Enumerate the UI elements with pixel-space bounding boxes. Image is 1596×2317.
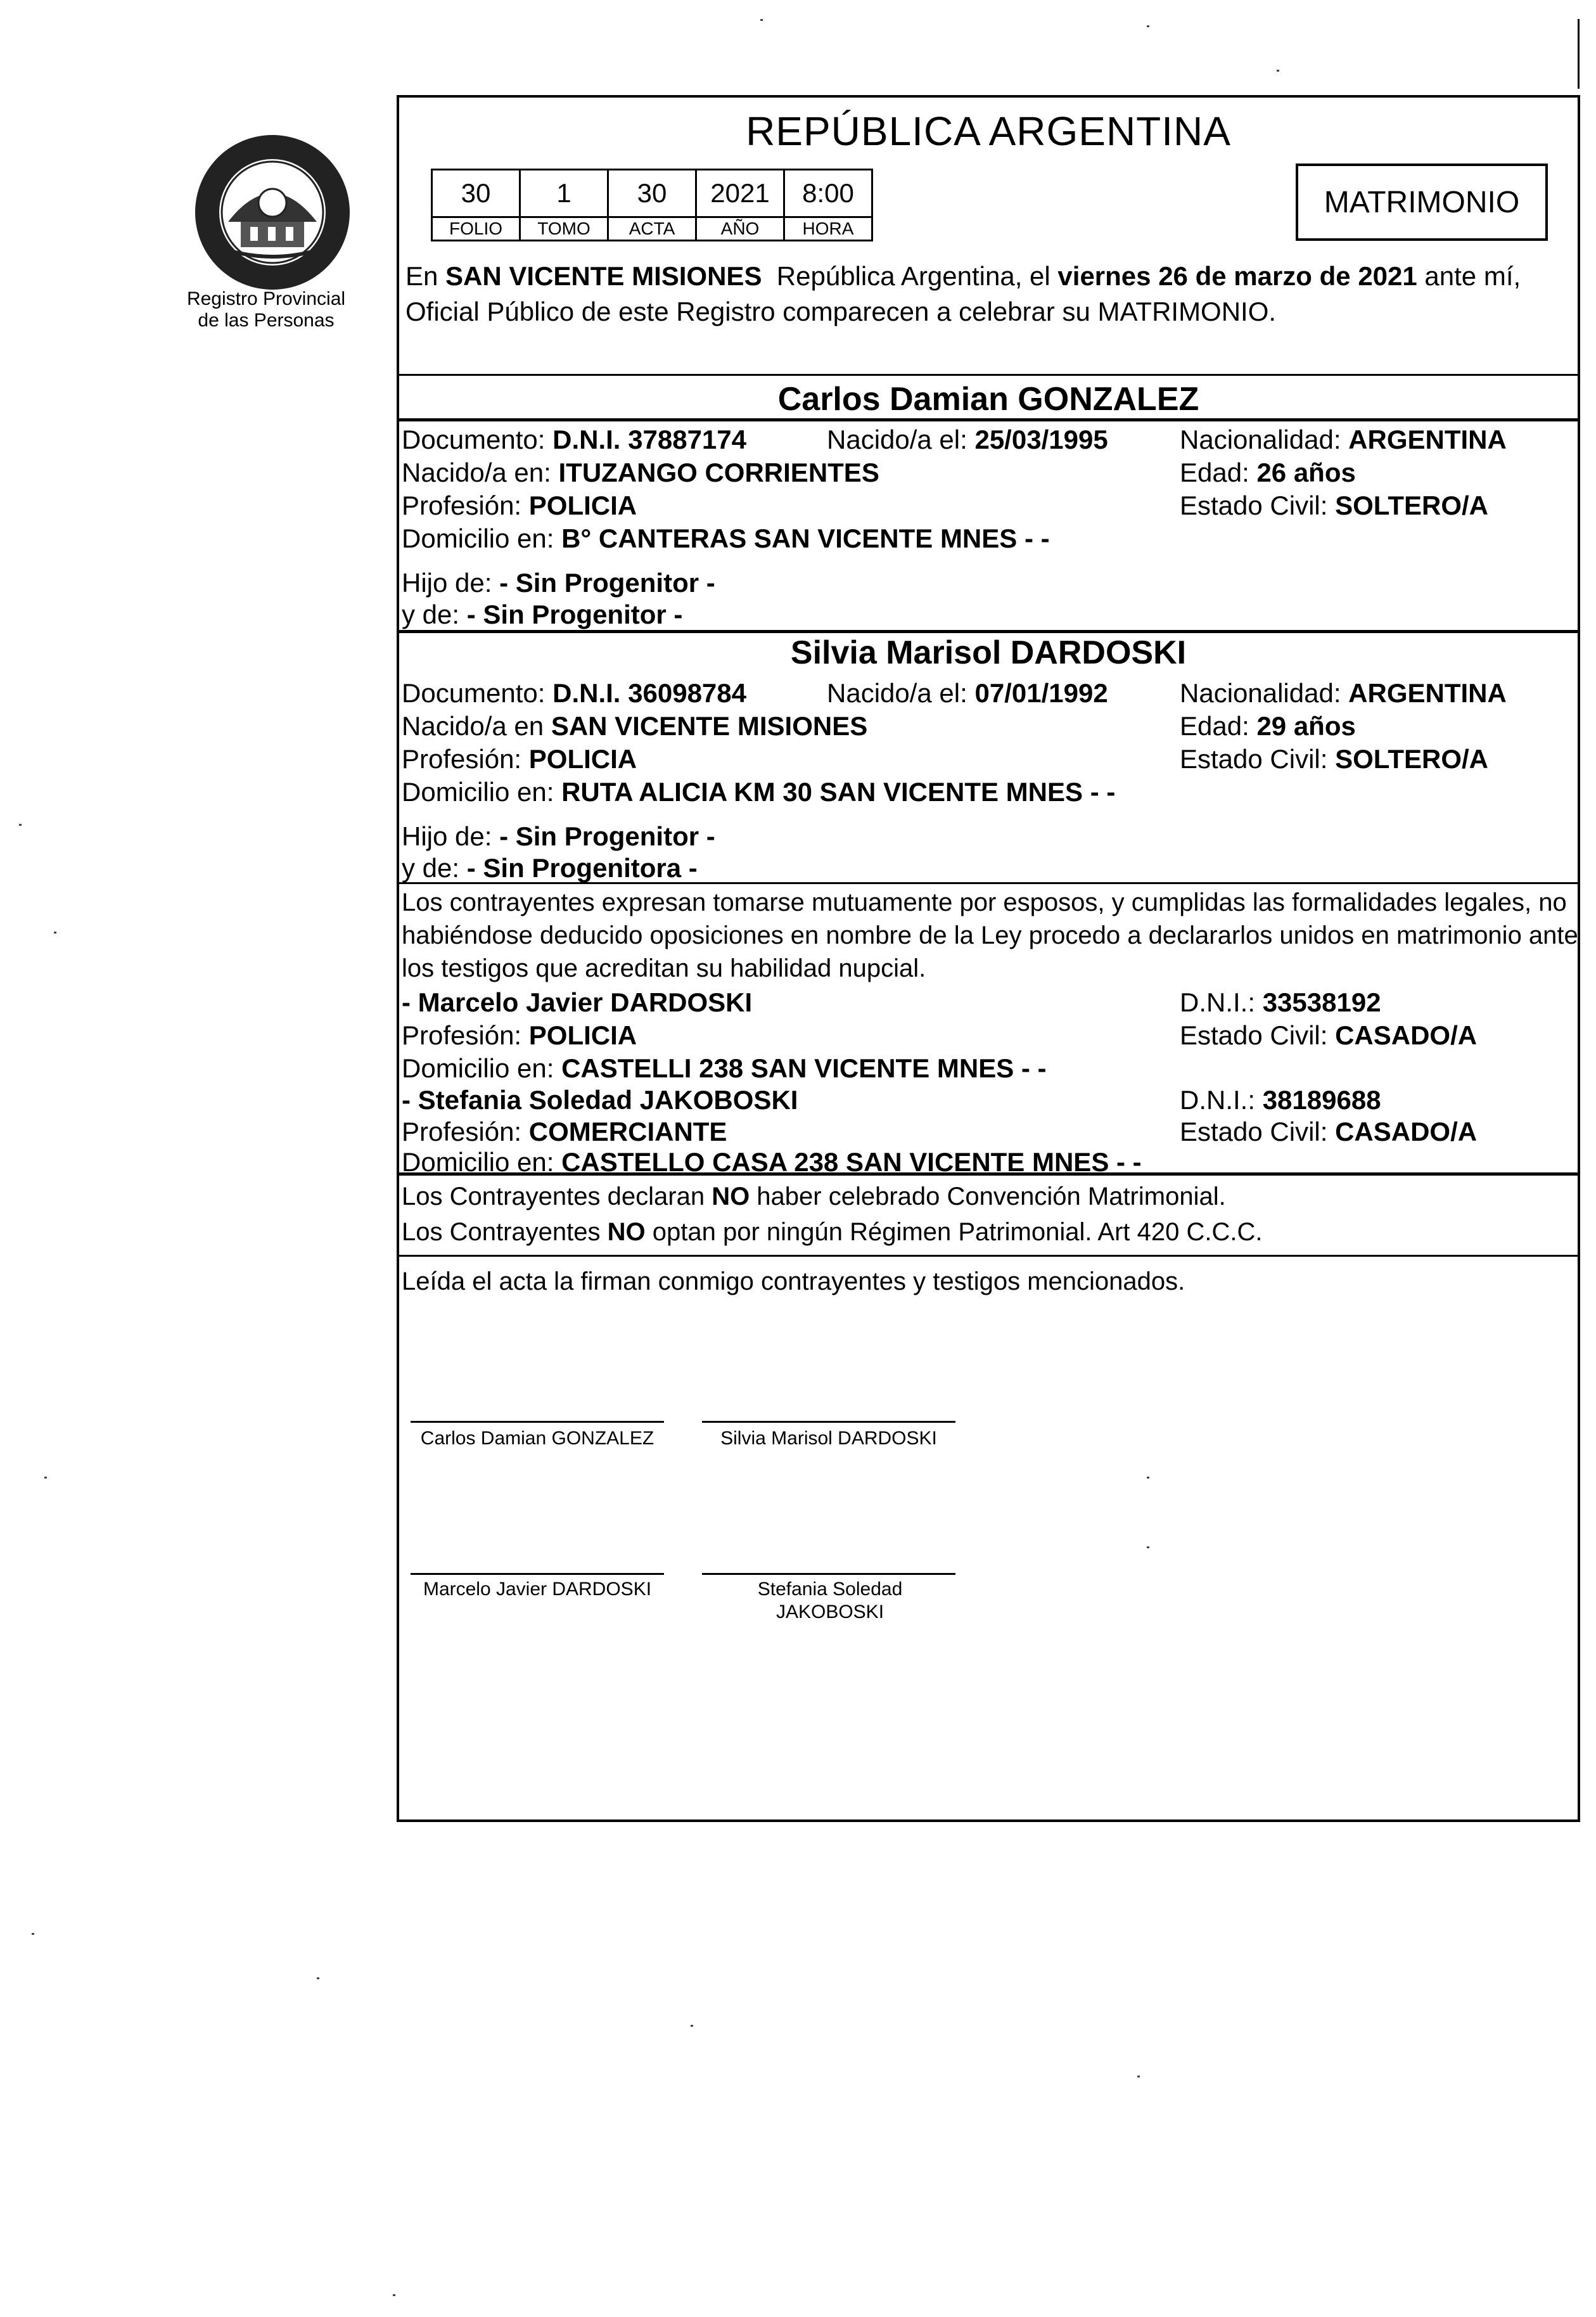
hora-value: 8:00: [784, 170, 872, 217]
value: POLICIA: [528, 491, 637, 520]
label: Documento:: [402, 425, 553, 454]
spouse1-father: [402, 567, 715, 600]
value: - Sin Progenitor -: [466, 600, 683, 629]
ano-value: 2021: [696, 170, 784, 217]
scan-speck: [1277, 70, 1279, 72]
spouse1-doc: [402, 423, 746, 456]
signature-name-2: Silvia Marisol DARDOSKI: [720, 1428, 937, 1449]
value: CASTELLO CASA 238 SAN VICENTE MNES - -: [561, 1147, 1142, 1177]
hora-label: HORA: [784, 217, 872, 241]
label: Profesión:: [402, 744, 529, 774]
spouse1-age: [1180, 456, 1356, 489]
acta-value: 30: [608, 170, 696, 217]
label: Domicilio en:: [402, 1053, 562, 1083]
text: haber celebrado Convención Matrimonial.: [750, 1183, 1226, 1210]
label: D.N.I.:: [1180, 987, 1263, 1017]
tomo-label: TOMO: [520, 217, 608, 241]
text: Los Contrayentes declaran: [402, 1183, 712, 1210]
intro-text-c: ante mí,: [1417, 261, 1521, 291]
label: Edad:: [1180, 711, 1257, 741]
spouse1-born-in: [402, 456, 879, 489]
value: CASADO/A: [1335, 1020, 1478, 1050]
witness2-name: - Stefania Soledad JAKOBOSKI: [402, 1085, 798, 1115]
value: ARGENTINA: [1348, 678, 1507, 708]
declaration-line-1: Los contrayentes expresan tomarse mutuamente por esposos, y cumplidas las formalidades legales, no: [402, 889, 1567, 916]
spouse2-born-on: [827, 677, 1108, 710]
scan-speck: [1147, 1477, 1149, 1479]
value: COMERCIANTE: [528, 1117, 727, 1146]
value: SAN VICENTE MISIONES: [551, 711, 868, 741]
registry-caption-2: de las Personas: [198, 310, 335, 331]
value: RUTA ALICIA KM 30 SAN VICENTE MNES - -: [561, 777, 1116, 807]
ano-label: AÑO: [696, 217, 784, 241]
label: Domicilio en:: [402, 523, 562, 553]
spouse2-mother: [402, 852, 698, 885]
scan-speck: [32, 1933, 34, 1935]
spouse2-civil-status: [1180, 743, 1488, 776]
witness1-address: [402, 1052, 1047, 1085]
scan-speck: [393, 2294, 395, 2296]
spouse2-nationality: [1180, 677, 1507, 710]
label: Nacido/a el:: [827, 425, 975, 454]
label: Hijo de:: [402, 568, 500, 598]
witness2-profession: [402, 1115, 727, 1148]
label: D.N.I.:: [1180, 1085, 1263, 1115]
scan-speck: [54, 932, 56, 934]
spouse1-address: [402, 522, 1050, 555]
value: SOLTERO/A: [1335, 744, 1488, 774]
signature-line-3: [411, 1573, 664, 1575]
value: ARGENTINA: [1348, 425, 1507, 454]
scan-speck: [691, 2025, 693, 2027]
witness1-civil-status: [1180, 1019, 1477, 1052]
value: 38189688: [1262, 1085, 1381, 1115]
spouse2-age: [1180, 710, 1356, 743]
value: - Sin Progenitora -: [466, 853, 698, 883]
rule-6: [397, 1255, 1580, 1257]
declaration-line-3: los testigos que acreditan su habilidad nupcial.: [402, 954, 926, 982]
value: 33538192: [1262, 987, 1381, 1017]
folio-value: 30: [432, 170, 520, 217]
intro-text-a: En: [405, 261, 446, 291]
intro-text-b: República Argentina, el: [762, 261, 1058, 291]
label: Estado Civil:: [1180, 491, 1336, 520]
intro-line-1: [405, 260, 1521, 293]
scan-speck: [1137, 2076, 1140, 2077]
text: optan por ningún Régimen Patrimonial. Art 420 C.C.C.: [645, 1218, 1263, 1246]
label: Profesión:: [402, 1020, 529, 1050]
spouse2-address: [402, 776, 1115, 809]
value: CASADO/A: [1335, 1117, 1478, 1146]
spouse1-name: Carlos Damian GONZALEZ: [777, 381, 1199, 418]
spouse2-born-in: [402, 710, 867, 743]
spouse2-doc: [402, 677, 746, 710]
scan-speck: [760, 19, 763, 21]
spouse2-name: Silvia Marisol DARDOSKI: [790, 634, 1187, 671]
closing-statement: Leída el acta la firman conmigo contrayentes y testigos mencionados.: [402, 1268, 1185, 1295]
value: ITUZANGO CORRIENTES: [558, 458, 879, 487]
label: Documento:: [402, 678, 553, 708]
signature-line-2: [702, 1421, 955, 1423]
folio-label: FOLIO: [432, 217, 520, 241]
text: Los Contrayentes: [402, 1218, 608, 1246]
value: 26 años: [1256, 458, 1356, 487]
witness2-civil-status: [1180, 1115, 1477, 1148]
signature-line-1: [411, 1421, 664, 1423]
signature-name-4: Stefania Soledad JAKOBOSKI: [757, 1579, 903, 1622]
value: POLICIA: [528, 1020, 637, 1050]
witness1-profession: [402, 1019, 637, 1052]
label: Domicilio en:: [402, 777, 562, 807]
intro-place: SAN VICENTE MISIONES: [445, 261, 762, 291]
label: Nacido/a el:: [827, 678, 975, 708]
scan-speck: [44, 1477, 47, 1479]
label: Estado Civil:: [1180, 1020, 1336, 1050]
witness2-dni: [1180, 1084, 1381, 1117]
spouse1-civil-status: [1180, 489, 1488, 522]
scan-edge-mark: [1578, 19, 1580, 89]
emphasis: NO: [712, 1183, 750, 1210]
scan-speck: [1147, 1546, 1149, 1548]
acta-label: ACTA: [608, 217, 696, 241]
province-seal: [190, 127, 355, 298]
scan-speck: [317, 1977, 319, 1979]
signature-name-3: Marcelo Javier DARDOSKI: [423, 1579, 652, 1600]
label: y de:: [402, 600, 467, 629]
label: Nacionalidad:: [1180, 678, 1349, 708]
convention-line-2: [402, 1216, 1263, 1248]
spouse1-mother: [402, 598, 682, 631]
value: 29 años: [1256, 711, 1356, 741]
record-type-box: MATRIMONIO: [1296, 164, 1548, 241]
value: D.N.I. 36098784: [552, 678, 746, 708]
signature-name-1: Carlos Damian GONZALEZ: [420, 1428, 654, 1449]
declaration-line-2: habiéndose deducido oposiciones en nombre de la Ley procedo a declararlos unidos en matrimonio ante: [402, 921, 1578, 949]
spouse1-profession: [402, 489, 637, 522]
record-index-table: [431, 169, 873, 241]
label: Profesión:: [402, 491, 529, 520]
spouse1-nationality: [1180, 423, 1507, 456]
label: Estado Civil:: [1180, 744, 1336, 774]
emphasis: NO: [607, 1218, 646, 1246]
value: 07/01/1992: [974, 678, 1108, 708]
witness2-address: [402, 1146, 1142, 1179]
spouse2-profession: [402, 743, 637, 776]
scan-speck: [19, 824, 22, 826]
registry-caption-1: Registro Provincial: [186, 288, 346, 309]
label: Edad:: [1180, 458, 1257, 487]
label: Nacido/a en: [402, 711, 551, 741]
country-title: REPÚBLICA ARGENTINA: [746, 108, 1231, 154]
convention-line-1: [402, 1180, 1226, 1213]
value: SOLTERO/A: [1335, 491, 1488, 520]
value: CASTELLI 238 SAN VICENTE MNES - -: [561, 1053, 1047, 1083]
scan-speck: [1147, 25, 1149, 27]
spouse2-father: [402, 820, 715, 853]
tomo-value: 1: [520, 170, 608, 217]
value: 25/03/1995: [974, 425, 1108, 454]
value: POLICIA: [528, 744, 637, 774]
rule-1: [397, 374, 1580, 376]
value: B° CANTERAS SAN VICENTE MNES - -: [561, 523, 1050, 553]
witness1-name: - Marcelo Javier DARDOSKI: [402, 987, 753, 1017]
signature-line-4: [702, 1573, 955, 1575]
value: - Sin Progenitor -: [499, 821, 715, 851]
spouse1-born-on: [827, 423, 1108, 456]
intro-date: viernes 26 de marzo de 2021: [1057, 261, 1417, 291]
label: Hijo de:: [402, 821, 500, 851]
value: - Sin Progenitor -: [499, 568, 715, 598]
label: y de:: [402, 853, 467, 883]
witness1-dni: [1180, 986, 1381, 1019]
label: Domicilio en:: [402, 1147, 562, 1177]
label: Estado Civil:: [1180, 1117, 1336, 1146]
label: Profesión:: [402, 1117, 529, 1146]
rule-2: [397, 418, 1580, 421]
label: Nacido/a en:: [402, 458, 559, 487]
label: Nacionalidad:: [1180, 425, 1349, 454]
intro-line-2: Oficial Público de este Registro comparecen a celebrar su MATRIMONIO.: [405, 297, 1277, 326]
value: D.N.I. 37887174: [552, 425, 746, 454]
